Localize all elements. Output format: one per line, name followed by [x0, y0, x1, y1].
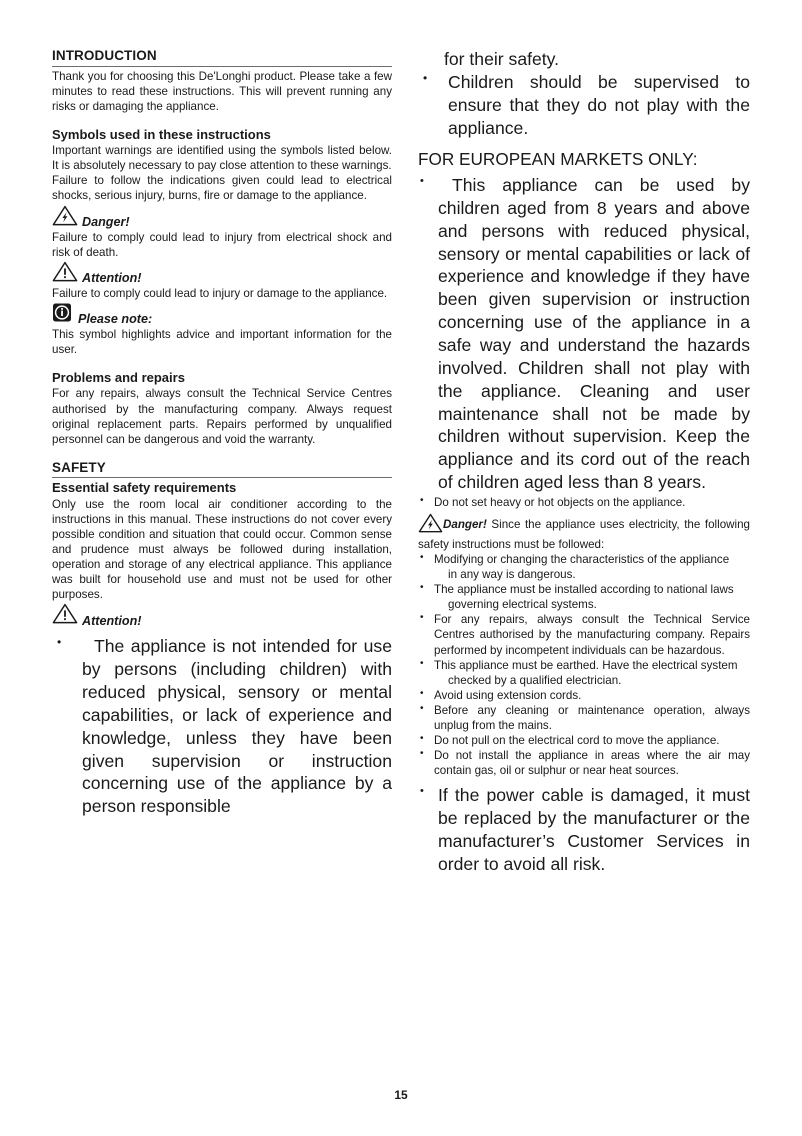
- list-item-main: Before any cleaning or maintenance operation, always unplug from the mains.: [434, 703, 750, 732]
- continued-text: for their safety.: [444, 49, 560, 69]
- information-icon: [52, 302, 74, 327]
- european-markets-text: This appliance can be used by children aged from 8 years and above and persons with reduced physical, sensory or mental capabilities or lack of experience and knowledge if they have been given supervision or instruction concerning use of the appliance in a safe way and understand the hazards involved. Children shall not play with the appliance. Cleaning and user maintenance shall not be made by children without supervision. Keep the appliance and its cord out of the reach of children aged less than 8 years.: [438, 174, 750, 493]
- please-note-callout: [52, 302, 392, 327]
- list-item-main: For any repairs, always consult the Technical Service Centres authorised by the manufacturing company. Repairs performed by incompetent individuals can be hazardous.: [434, 613, 750, 657]
- symbols-intro-paragraph-2: Failure to follow the indications given could lead to electrical shocks, serious injury, burns, fire or damage to the appliance.: [52, 174, 392, 203]
- attention-label: Attention!: [82, 271, 142, 286]
- safety-heading: SAFETY: [52, 460, 392, 479]
- children-supervision-text: Children should be supervised to ensure that they do not play with the appliance.: [448, 71, 750, 138]
- appliance-not-intended-text: The appliance is not intended for use by persons (including children) with reduced physical, sensory or mental capabilities, or lack of experience and knowledge, unless they have been given supervision or instruction concerning use of the appliance by a person responsible: [82, 636, 392, 817]
- warning-triangle-lightning-icon: [52, 205, 78, 230]
- right-column: [410, 48, 750, 1058]
- please-note-body: This symbol highlights advice and important information for the user.: [52, 327, 392, 356]
- list-item-main: Do not pull on the electrical cord to move the appliance.: [434, 733, 720, 747]
- list-item-main: This appliance must be earthed. Have the electrical system: [434, 658, 738, 672]
- list-item: [418, 552, 750, 582]
- electrical-safety-bullet-list: [418, 552, 750, 778]
- warning-triangle-lightning-icon: [418, 513, 443, 537]
- power-cable-text: If the power cable is damaged, it must be replaced by the manufacturer or the manufacturer’s Customer Services in order to avoid all risk.: [438, 785, 750, 874]
- list-item-main: Modifying or changing the characteristics of the appliance: [434, 553, 730, 567]
- danger-label: Danger!: [82, 214, 130, 229]
- two-column-layout: [52, 48, 750, 1058]
- danger-callout: [52, 205, 392, 230]
- symbols-heading: Symbols used in these instructions: [52, 126, 271, 142]
- danger-label: Danger!: [443, 518, 487, 532]
- danger-body: Failure to comply could lead to injury from electrical shock and risk of death.: [52, 230, 392, 259]
- problems-and-repairs-heading: Problems and repairs: [52, 369, 185, 385]
- warning-triangle-exclamation-icon: [52, 261, 78, 286]
- left-column: [52, 48, 392, 1058]
- please-note-label: Please note:: [78, 312, 153, 327]
- page-number: 15: [394, 1088, 408, 1102]
- list-item: [418, 703, 750, 733]
- attention-callout: [52, 261, 392, 286]
- list-item: [418, 495, 750, 510]
- list-item: [418, 658, 750, 688]
- list-item-main: Avoid using extension cords.: [434, 688, 582, 702]
- list-item: [418, 612, 750, 657]
- danger-electricity-paragraph: [418, 513, 750, 552]
- list-item: [418, 688, 750, 703]
- safety-attention-label: Attention!: [82, 613, 142, 628]
- spacer: [52, 357, 392, 370]
- symbols-intro-paragraph-1: Important warnings are identified using the symbols listed below. It is absolutely necessary to pay close attention to these warnings.: [52, 144, 392, 173]
- essential-safety-requirements-heading: Essential safety requirements: [52, 480, 237, 496]
- list-item: [418, 748, 750, 778]
- introduction-body: Thank you for choosing this De'Longhi product. Please take a few minutes to read these instructions. This will prevent running any risks or damaging the appliance.: [52, 69, 392, 113]
- list-item-continuation: checked by a qualified electrician.: [448, 673, 622, 687]
- spacer: [52, 114, 392, 127]
- heavy-objects-bullet-list: [418, 495, 750, 510]
- introduction-heading: INTRODUCTION: [52, 48, 392, 67]
- european-markets-heading: FOR EUROPEAN MARKETS ONLY:: [418, 149, 698, 170]
- list-item-continuation: in any way is dangerous.: [448, 568, 576, 582]
- danger-electricity-text: Since the appliance uses electricity, the following safety instructions must be followed:: [418, 518, 750, 552]
- power-cable-bullet-list: [418, 784, 750, 875]
- list-item-main: The appliance must be installed according to national laws: [434, 583, 734, 597]
- attention-body: Failure to comply could lead to injury or damage to the appliance.: [52, 286, 388, 300]
- problems-and-repairs-body: For any repairs, always consult the Technical Service Centres authorised by the manufacturing company. Always request original replacement parts. Repairs performed by unqualified personnel can be dangerous and void the warranty.: [52, 387, 392, 446]
- list-item: [418, 784, 750, 875]
- list-item: [418, 174, 750, 494]
- children-supervision-bullet-list: [418, 71, 750, 140]
- warning-triangle-exclamation-icon: [52, 603, 78, 628]
- spacer: [52, 628, 392, 635]
- list-item: [52, 635, 392, 818]
- list-item-main: Do not install the appliance in areas where the air may contain gas, oil or sulphur or near heat sources.: [434, 748, 750, 778]
- essential-safety-requirements-body: Only use the room local air conditioner according to the instructions in this manual. These instructions do not cover every possible condition and situation that could occur. Common sense and prudence must always be followed during installation, operation and storage of any electrical appliance. This appliance was built for household use and must not be used for other purposes.: [52, 497, 392, 602]
- european-markets-bullet-list: [418, 174, 750, 494]
- essential-safety-bullet-list: [52, 635, 392, 818]
- list-item-continuation: governing electrical systems.: [448, 598, 597, 612]
- safety-attention-callout: [52, 603, 392, 628]
- list-item: [418, 582, 750, 612]
- list-item: [418, 71, 750, 140]
- heavy-objects-text: Do not set heavy or hot objects on the appliance.: [434, 495, 686, 509]
- list-item: [418, 733, 750, 748]
- spacer: [52, 447, 392, 460]
